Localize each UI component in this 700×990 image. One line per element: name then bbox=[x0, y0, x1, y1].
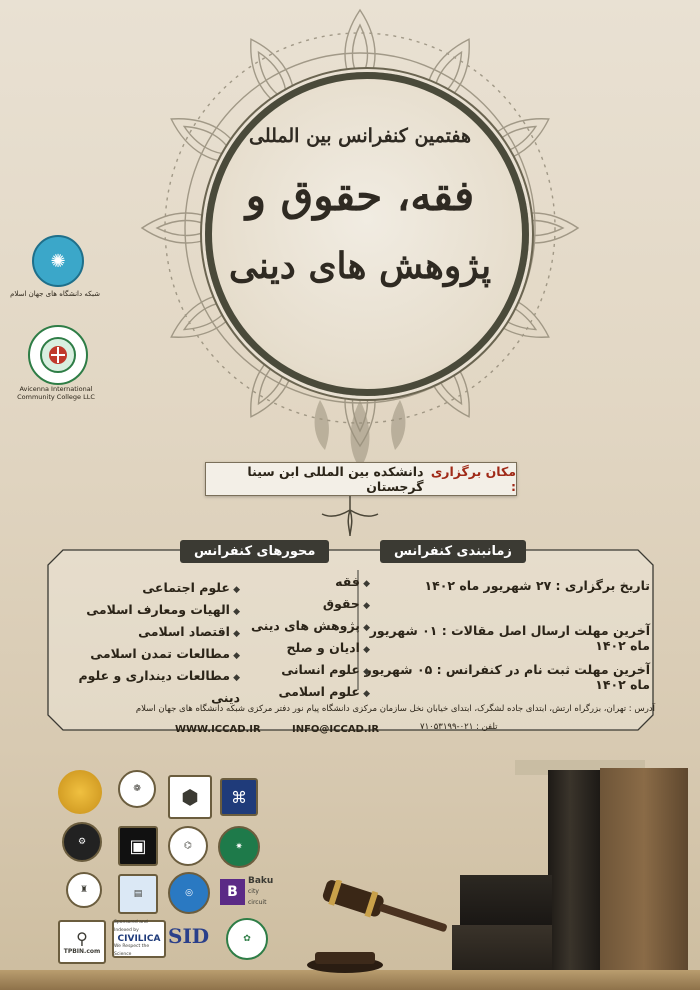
civilica-logo bbox=[112, 920, 166, 958]
crest-logo: ♜ bbox=[66, 872, 102, 908]
timeline-item: آخرین مهلت ثبت نام در کنفرانس : ۰۵ شهریور ماه ۱۴۰۲ bbox=[364, 662, 650, 692]
website-link[interactable]: WWW.ICCAD.IR bbox=[175, 724, 261, 735]
conference-ordinal-title: هفتمین کنفرانس بین المللی bbox=[248, 125, 471, 147]
civilica-line3: We Respect the Science bbox=[114, 944, 150, 957]
topic-item: ◆ فقه bbox=[240, 572, 370, 594]
conference-name-line1: فقه، حقوق و bbox=[245, 171, 475, 220]
book-stack-top bbox=[460, 875, 552, 925]
ornament-connector bbox=[320, 496, 380, 536]
tpbin-logo: ⚲ TPBIN.com bbox=[58, 920, 106, 964]
civilica-line2: CIVILICA bbox=[117, 934, 161, 944]
avicenna-college-logo bbox=[28, 325, 88, 385]
email-link[interactable]: INFO@ICCAD.IR bbox=[292, 724, 380, 735]
venue-bar bbox=[205, 462, 517, 496]
civilica-line1: Sponsored and Indexed by bbox=[114, 920, 148, 933]
topic-item: ◆ الهیات ومعارف اسلامی bbox=[50, 600, 240, 622]
rosette-logo: ❁ bbox=[118, 770, 156, 808]
avicenna-logo-caption: Avicenna International Community College LLC bbox=[17, 385, 95, 401]
blue-globe-logo: ◎ bbox=[168, 872, 210, 914]
network-logo-caption: شبکه دانشگاه های جهان اسلام bbox=[10, 290, 100, 298]
topic-item: ◆ علوم اسلامی bbox=[240, 682, 370, 704]
topic-item: ◆ علوم اجتماعی bbox=[50, 578, 240, 600]
topics-column-1 bbox=[240, 572, 370, 704]
conference-name-line2: پژوهش های دینی bbox=[228, 245, 492, 287]
gear-logo: ⚙ bbox=[62, 822, 102, 862]
topics-heading: محورهای کنفرانس bbox=[180, 540, 329, 563]
green-octagon-logo: ✷ bbox=[218, 826, 260, 868]
topic-item: ◆ مطالعات تمدن اسلامی bbox=[50, 644, 240, 666]
phone-text: تلفن : ۰۲۱-۷۱۰۵۳۱۹۹ bbox=[420, 722, 498, 732]
baku-b-icon: B bbox=[220, 879, 245, 905]
topic-item: ◆ پژوهش های دینی bbox=[240, 616, 370, 638]
topics-column-2 bbox=[50, 578, 240, 708]
baku-subtext: city circuit bbox=[248, 888, 267, 906]
topic-item: ◆ علوم انسانی bbox=[240, 660, 370, 682]
black-square-logo: ▣ bbox=[118, 826, 158, 866]
topic-item: ◆ اقتصاد اسلامی bbox=[50, 622, 240, 644]
topic-item: ◆ ادیان و صلح bbox=[240, 638, 370, 660]
baku-logo bbox=[220, 876, 278, 908]
timeline-item: آخرین مهلت ارسال اصل مقالات : ۰۱ شهریور ماه ۱۴۰۲ bbox=[369, 623, 650, 653]
venue-label: مکان برگزاری : bbox=[430, 464, 516, 494]
gavel-icon bbox=[300, 880, 450, 975]
book-brown-cover bbox=[600, 768, 688, 976]
address-text: آدرس : تهران، بزرگراه ارتش، ابتدای جاده لشگرک، ابتدای خیابان نخل سازمان مرکزی دانشگاه پیام نور دفتر مرکزی شبکه دانشگاه های جهان اسلام bbox=[135, 704, 655, 714]
round-seal-logo: ⌬ bbox=[168, 826, 208, 866]
title-medallion bbox=[205, 72, 529, 396]
islamic-universities-network-logo: ✺ bbox=[32, 235, 84, 287]
avicenna-emblem-icon bbox=[38, 335, 78, 375]
geometric-seal-logo: ⬢ bbox=[168, 775, 212, 819]
book-stack-bottom bbox=[452, 925, 552, 975]
green-university-seal-logo: ✿ bbox=[226, 918, 268, 960]
sun-emblem-logo bbox=[58, 770, 102, 814]
book-black-spine bbox=[548, 770, 603, 975]
blue-letters-logo: ▤ bbox=[118, 874, 158, 914]
baku-text: Baku bbox=[248, 876, 274, 886]
topic-item: ◆ حقوق bbox=[240, 594, 370, 616]
topic-item: ◆ مطالعات دینداری و علوم دینی bbox=[50, 666, 240, 708]
blue-knot-logo: ⌘ bbox=[220, 778, 258, 816]
timeline-heading: زمانبندی کنفرانس bbox=[380, 540, 526, 563]
tpbin-text: TPBIN.com bbox=[63, 948, 101, 955]
venue-value: دانشکده بین المللی ابن سینا گرجستان bbox=[247, 464, 424, 494]
sid-logo: SID bbox=[168, 924, 210, 948]
timeline-item: تاریخ برگزاری : ۲۷ شهریور ماه ۱۴۰۲ bbox=[424, 578, 650, 593]
